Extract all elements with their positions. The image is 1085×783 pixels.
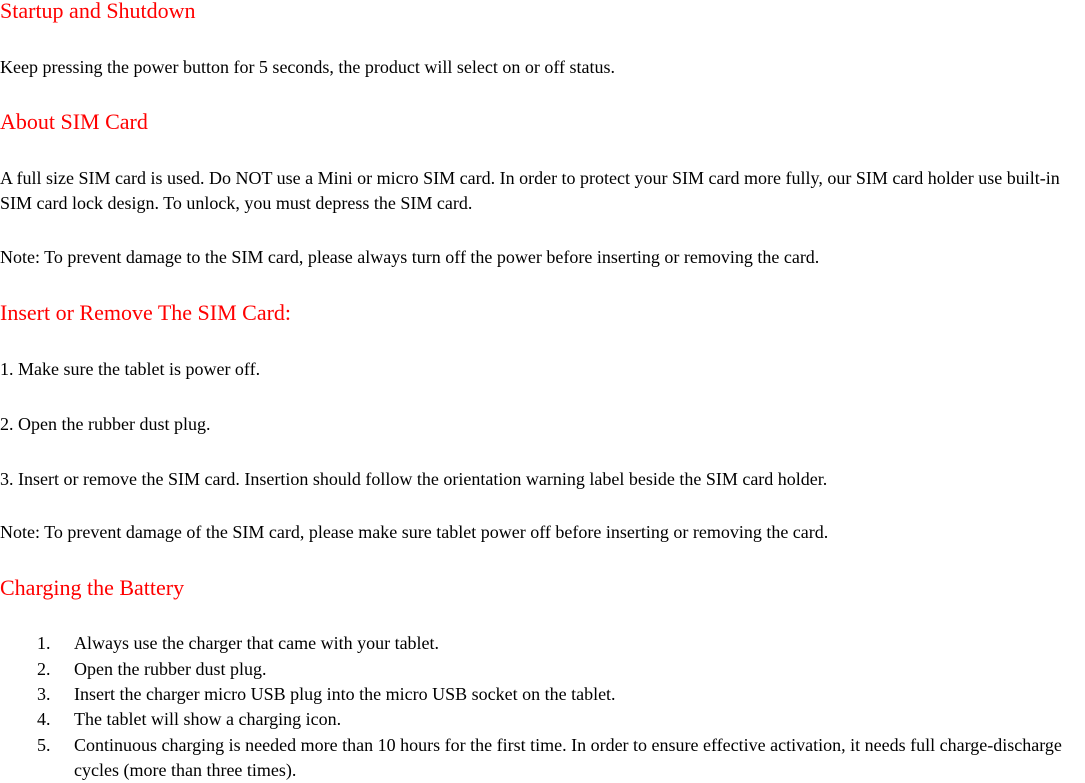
list-number: 1. xyxy=(37,633,51,653)
list-text: Continuous charging is needed more than 10 hours for the first time. In order to ensure effective activation, it needs full charge-discharge cycles (more than three times). xyxy=(74,735,1062,780)
sim-paragraph: A full size SIM card is used. Do NOT use a Mini or micro SIM card. In order to protect your SIM card more fully, our SIM card holder use built-in SIM card lock design. To unlock, you must depress the SIM card. xyxy=(0,168,1060,213)
charging-heading: Charging the Battery xyxy=(0,575,185,600)
list-number: 2. xyxy=(37,659,51,679)
insert-note: Note: To prevent damage of the SIM card, please make sure tablet power off before inserting or removing the card. xyxy=(0,522,829,542)
insert-heading: Insert or Remove The SIM Card: xyxy=(0,300,292,325)
list-text: Insert the charger micro USB plug into the micro USB socket on the tablet. xyxy=(74,684,616,704)
list-number: 3. xyxy=(37,684,51,704)
startup-heading: Startup and Shutdown xyxy=(0,0,196,23)
list-text: The tablet will show a charging icon. xyxy=(74,709,342,729)
startup-paragraph: Keep pressing the power button for 5 seconds, the product will select on or off status. xyxy=(0,57,616,77)
list-text: Always use the charger that came with your tablet. xyxy=(74,633,440,653)
insert-step-3: 3. Insert or remove the SIM card. Insertion should follow the orientation warning label beside the SIM card holder. xyxy=(0,469,828,489)
list-text: Open the rubber dust plug. xyxy=(74,659,267,679)
sim-heading: About SIM Card xyxy=(0,109,148,134)
list-number: 4. xyxy=(37,709,51,729)
insert-step-2: 2. Open the rubber dust plug. xyxy=(0,414,211,434)
insert-step-1: 1. Make sure the tablet is power off. xyxy=(0,359,261,379)
sim-note: Note: To prevent damage to the SIM card, please always turn off the power before inserting or removing the card. xyxy=(0,247,820,267)
list-number: 5. xyxy=(37,735,51,755)
